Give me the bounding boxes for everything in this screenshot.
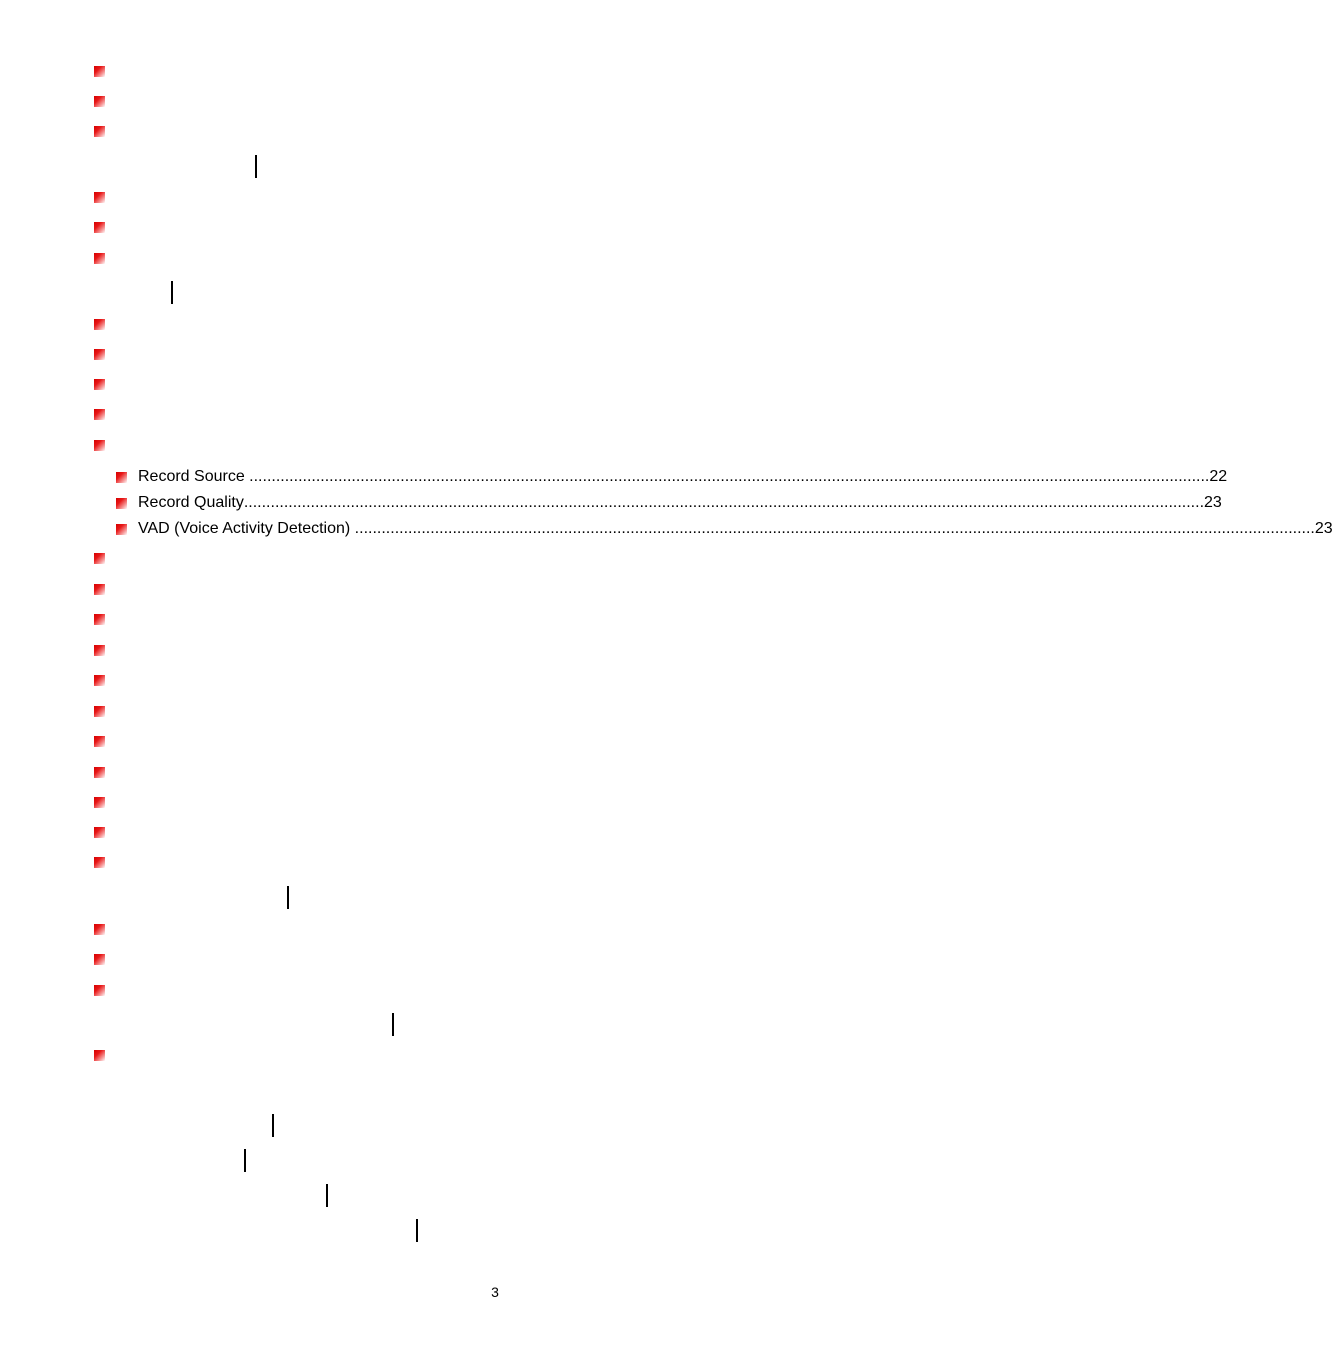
toc-leader-dots: ........................................................................................................................................................................................................................: [243, 494, 1205, 511]
bullet-icon: [94, 985, 105, 996]
bullet-icon: [94, 954, 105, 965]
bullet-icon: [94, 797, 105, 808]
toc-entry-title: Record Quality: [138, 494, 244, 511]
text-cursor-bar: [326, 1184, 328, 1207]
bullet-icon: [94, 1050, 105, 1061]
bullet-icon: [94, 126, 105, 137]
toc-entry-title: Record Source: [138, 468, 245, 485]
bullet-icon: [116, 524, 127, 535]
bullet-icon: [94, 857, 105, 868]
bullet-icon: [94, 319, 105, 330]
bullet-icon: [94, 349, 105, 360]
bullet-icon: [94, 614, 105, 625]
bullet-icon: [94, 584, 105, 595]
bullet-icon: [94, 645, 105, 656]
bullet-icon: [94, 827, 105, 838]
bullet-icon: [94, 409, 105, 420]
bullet-icon: [94, 924, 105, 935]
toc-entry-vad[interactable]: [116, 519, 1333, 539]
bullet-icon: [94, 222, 105, 233]
text-cursor-bar: [244, 1149, 246, 1172]
bullet-icon: [94, 767, 105, 778]
toc-leader-dots: ........................................................................................................................................................................................................................: [350, 520, 1315, 537]
text-cursor-bar: [272, 1114, 274, 1137]
text-cursor-bar: [287, 886, 289, 909]
bullet-icon: [94, 675, 105, 686]
toc-entry-page: 23: [1314, 520, 1333, 537]
bullet-icon: [94, 553, 105, 564]
toc-entry-record-source[interactable]: [116, 467, 1228, 487]
toc-leader-dots: ........................................................................................................................................................................................................................: [244, 468, 1210, 485]
text-cursor-bar: [255, 155, 257, 178]
bullet-icon: [94, 253, 105, 264]
toc-entry-page: 23: [1204, 494, 1222, 511]
text-cursor-bar: [416, 1219, 418, 1242]
bullet-icon: [94, 66, 105, 77]
bullet-icon: [94, 96, 105, 107]
toc-entry-title: VAD (Voice Activity Detection): [138, 520, 351, 537]
bullet-icon: [94, 706, 105, 717]
page-number: 3: [491, 1284, 499, 1300]
toc-entry-record-quality[interactable]: [116, 493, 1222, 513]
toc-entry-page: 22: [1209, 468, 1228, 485]
bullet-icon: [94, 379, 105, 390]
text-cursor-bar: [171, 281, 173, 304]
text-cursor-bar: [392, 1013, 394, 1036]
bullet-icon: [116, 498, 127, 509]
bullet-icon: [94, 192, 105, 203]
bullet-icon: [94, 736, 105, 747]
bullet-icon: [116, 472, 127, 483]
bullet-icon: [94, 440, 105, 451]
